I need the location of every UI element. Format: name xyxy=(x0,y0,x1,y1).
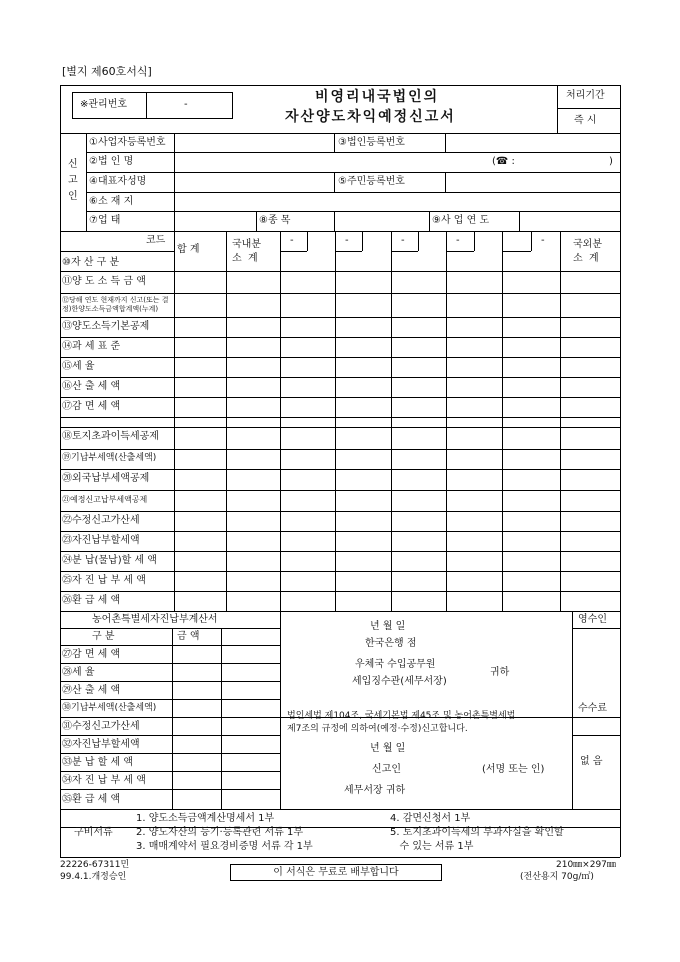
rural-row-28: ㉘세 율 xyxy=(62,667,95,678)
row-label-13: ⑬양도소득기본공제 xyxy=(62,321,150,332)
code-dash-3: - xyxy=(401,235,405,246)
row-label-16: ⑯산 출 세 액 xyxy=(62,381,121,392)
rural-row-31: ㉛수정신고가산세 xyxy=(62,721,140,732)
row-label-24: ㉔분 납(물납)할 세 액 xyxy=(62,555,157,566)
doc-item-2: 2. 양도자산의 등기·등록관련 서류 1부 xyxy=(136,827,304,838)
filer-side-label-2: 고 xyxy=(68,175,78,186)
phone-close: ) xyxy=(609,156,613,167)
management-number-label: ※관리번호 xyxy=(80,99,128,110)
doc-item-3: 3. 매매계약서 필요경비증명 서류 각 1부 xyxy=(136,841,313,852)
business-reg-label: ①사업자등록번호 xyxy=(89,137,166,148)
rural-row-35: ㉟환 급 세 액 xyxy=(62,794,121,805)
declaration-text-1: 법인세법 제104조, 국세기본법 제45조 및 농어촌특별세법 xyxy=(287,711,516,721)
code-dash-1: - xyxy=(290,235,294,246)
receipt-bank: 한국은행 점 xyxy=(365,638,417,649)
filer-side-label-3: 인 xyxy=(68,191,78,202)
row-label-22: ㉒수정신고가산세 xyxy=(62,515,140,526)
foreign-subtotal-header: 국외분 소 계 xyxy=(573,239,602,264)
row-label-14: ⑭과 세 표 준 xyxy=(62,341,121,352)
doc-item-4: 4. 감면신청서 1부 xyxy=(390,813,471,824)
rural-row-34: ㉞자 진 납 부 세 액 xyxy=(62,775,146,786)
filer-side-label-1: 신 xyxy=(68,159,78,170)
row-label-19: ⑲기납부세액(산출세액) xyxy=(62,453,157,463)
footer-free-notice: 이 서식은 무료로 배부합니다 xyxy=(230,864,442,881)
code-dash-5: - xyxy=(541,235,545,246)
resident-reg-label: ⑤주민등록번호 xyxy=(338,176,405,187)
rural-col-amount: 금 액 xyxy=(177,631,200,642)
row-label-15: ⑮세 율 xyxy=(62,361,95,372)
footer-paper-size: 210㎜×297㎜ xyxy=(556,860,616,870)
code-dash-4: - xyxy=(456,235,460,246)
fee-value: 없 음 xyxy=(580,756,603,767)
fiscal-year-label: ⑨사 업 연 도 xyxy=(432,215,490,226)
management-number-value: - xyxy=(184,99,188,110)
doc-item-5: 5. 토지초과이득세의 부과사실을 확인할 xyxy=(390,827,564,838)
form-id: [별지 제60호서식] xyxy=(62,65,152,78)
receipt-to: 귀하 xyxy=(490,667,510,678)
row-label-20: ⑳외국납부세액공제 xyxy=(62,473,150,484)
processing-period-label: 처리기간 xyxy=(566,90,605,101)
rural-row-29: ㉙산 출 세 액 xyxy=(62,685,121,696)
footer-approval: 99.4.1.개정승인 xyxy=(60,872,127,882)
asset-class-label: ⑩자 산 구 분 xyxy=(62,257,120,268)
total-column-header: 합 계 xyxy=(177,244,200,255)
processing-period-value: 즉 시 xyxy=(574,115,597,126)
fee-label: 수수료 xyxy=(578,703,607,714)
doc-item-1: 1. 양도소득금액계산명세서 1부 xyxy=(136,813,275,824)
declaration-to: 세무서장 귀하 xyxy=(344,785,406,796)
rural-col-item: 구 분 xyxy=(92,631,115,642)
footer-form-code: 22226-67311민 xyxy=(60,860,130,870)
rural-row-33: ㉝분 납 할 세 액 xyxy=(62,757,134,768)
phone-label: (☎ : xyxy=(492,156,515,167)
code-label: 코드 xyxy=(146,235,166,246)
receipt-post-office: 우체국 수입공무원 xyxy=(355,659,436,670)
declaration-date: 년 월 일 xyxy=(370,743,406,754)
rural-row-30: ㉚기납부세액(산출세액) xyxy=(62,703,157,713)
business-type-label: ⑦업 태 xyxy=(89,215,121,226)
doc-item-6: 수 있는 서류 1부 xyxy=(390,841,474,852)
declaration-filer: 신고인 xyxy=(372,764,401,775)
representative-label: ④대표자성명 xyxy=(89,176,147,187)
row-label-12: ⑫당해 연도 현재까지 신고(또는 결정)한양도소득금액합계액(누계) xyxy=(62,296,169,313)
domestic-subtotal-header: 국내분 소 계 xyxy=(232,239,261,264)
receipt-date: 년 월 일 xyxy=(370,621,406,632)
row-label-17: ⑰감 면 세 액 xyxy=(62,401,121,412)
form-title-line2: 자산양도차익예정신고서 xyxy=(285,109,456,125)
address-label: ⑥소 재 지 xyxy=(89,196,134,207)
declaration-text-2: 제7조의 규정에 의하여(예정·수정)신고합니다. xyxy=(287,724,468,734)
row-label-21: ㉑예정신고납부세액공제 xyxy=(62,495,148,504)
row-label-26: ㉖환 급 세 액 xyxy=(62,595,121,606)
corp-name-label: ②법 인 명 xyxy=(89,156,134,167)
row-label-18: ⑱토지초과이득세공제 xyxy=(62,431,159,442)
docs-label: 구비서류 xyxy=(74,827,113,838)
rural-tax-title: 농어촌특별세자진납부계산서 xyxy=(92,614,218,625)
business-item-label: ⑧종 목 xyxy=(259,215,291,226)
declaration-signature: (서명 또는 인) xyxy=(482,764,545,775)
rural-row-27: ㉗감 면 세 액 xyxy=(62,649,121,660)
row-label-11: ⑪양 도 소 득 금 액 xyxy=(62,276,146,287)
row-label-23: ㉓자진납부할세액 xyxy=(62,535,140,546)
row-label-25: ㉕자 진 납 부 세 액 xyxy=(62,575,146,586)
code-dash-2: - xyxy=(345,235,349,246)
form-title-line1: 비영리내국법인의 xyxy=(315,89,440,105)
receipt-stamp-label: 영수인 xyxy=(578,614,607,625)
corp-reg-label: ③법인등록번호 xyxy=(338,137,405,148)
rural-row-32: ㉜자진납부할세액 xyxy=(62,739,140,750)
receipt-tax-office: 세입징수관(세무서장) xyxy=(352,676,447,687)
footer-paper-weight: (전산용지 70g/㎡) xyxy=(520,872,594,882)
